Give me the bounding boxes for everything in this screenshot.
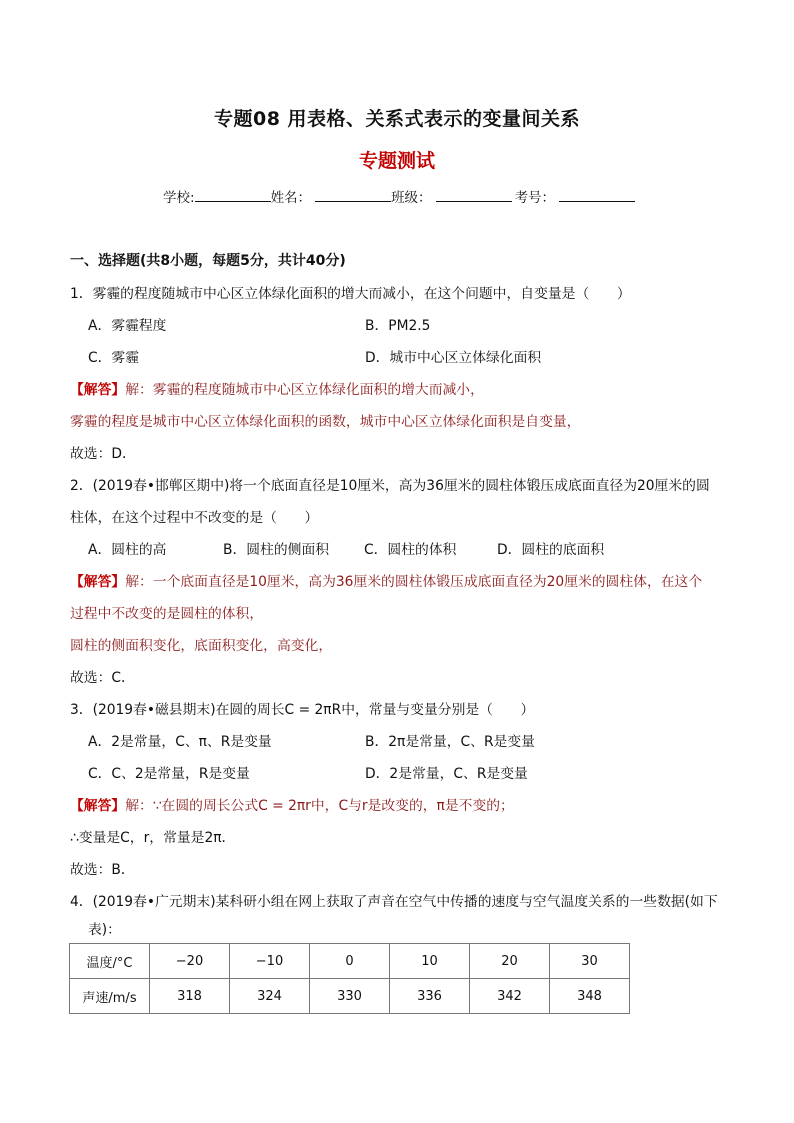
q2-option-c: C．圆柱的体积 <box>364 542 457 558</box>
q2-option-d: D．圆柱的底面积 <box>497 542 605 558</box>
school-label: 学校: <box>163 190 195 206</box>
table-cell: 20 <box>470 944 550 979</box>
q2-answer-line-3: 圆柱的侧面积变化，底面积变化，高变化， <box>70 638 333 654</box>
q2-answer-line-2: 过程中不改变的是圆柱的体积， <box>70 606 264 622</box>
table-row-label: 声速/m/s <box>70 979 150 1014</box>
q3-answer-line-1: 【解答】解：∵在圆的周长公式C = 2πr中，C与r是改变的，π是不变的； <box>70 798 514 814</box>
q3-option-b: B．2π是常量，C、R是变量 <box>365 734 535 750</box>
q1-answer-line-1: 【解答】解：雾霾的程度随城市中心区立体绿化面积的增大而减小， <box>70 382 484 398</box>
temperature-speed-table <box>69 943 630 1014</box>
class-label: 班级： <box>391 190 432 206</box>
q3-option-a: A．2是常量，C、π、R是变量 <box>88 734 272 750</box>
page-title: 专题08 用表格、关系式表示的变量间关系 <box>213 108 581 130</box>
table-cell: 330 <box>310 979 390 1014</box>
table-cell: −20 <box>150 944 230 979</box>
table-cell: 324 <box>230 979 310 1014</box>
q2-option-b: B．圆柱的侧面积 <box>223 542 330 558</box>
table-cell: 0 <box>310 944 390 979</box>
answer-tag: 【解答】 <box>70 798 126 814</box>
q3-answer-choice: 故选：B． <box>70 862 135 878</box>
table-cell: 348 <box>550 979 630 1014</box>
q2-stem-line-1: 2．(2019春•邯郸区期中)将一个底面直径是10厘米，高为36厘米的圆柱体锻压成底面直径为20厘米的圆 <box>70 478 710 494</box>
q3-answer-line-2: ∴变量是C，r，常量是2π． <box>70 830 236 846</box>
q1-option-d: D．城市中心区立体绿化面积 <box>365 350 542 366</box>
q1-answer-line-2: 雾霾的程度是城市中心区立体绿化面积的函数，城市中心区立体绿化面积是自变量， <box>70 414 581 430</box>
q2-option-a: A．圆柱的高 <box>88 542 167 558</box>
school-blank <box>195 187 271 202</box>
table-cell: 342 <box>470 979 550 1014</box>
q2-answer-line-1: 【解答】解：一个底面直径是10厘米，高为36厘米的圆柱体锻压成底面直径为20厘米的圆柱体，在这个 <box>70 574 703 590</box>
q3-option-d: D．2是常量，C、R是变量 <box>365 766 528 782</box>
class-blank <box>436 187 512 202</box>
q4-stem-line-1: 4．(2019春•广元期末)某科研小组在网上获取了声音在空气中传播的速度与空气温度关系的一些数据(如下 <box>70 894 718 910</box>
q1-stem: 1．雾霾的程度随城市中心区立体绿化面积的增大而减小，在这个问题中，自变量是（ ） <box>70 286 631 302</box>
table-cell: 318 <box>150 979 230 1014</box>
q3-stem: 3．(2019春•磁县期末)在圆的周长C = 2πR中，常量与变量分别是（ ） <box>70 702 535 718</box>
table-cell: 30 <box>550 944 630 979</box>
page-subtitle: 专题测试 <box>358 150 435 172</box>
exam-no-label: 考号： <box>514 190 556 206</box>
table-row <box>70 979 630 1014</box>
q3-option-c: C．C、2是常量，R是变量 <box>88 766 250 782</box>
q2-stem-line-2: 柱体，在这个过程中不改变的是（ ） <box>70 510 319 526</box>
student-info-row <box>163 186 635 206</box>
section-heading: 一、选择题(共8小题，每题5分，共计40分) <box>70 253 346 269</box>
name-label: 姓名： <box>270 190 312 206</box>
table-cell: 10 <box>390 944 470 979</box>
q1-option-a: A．雾霾程度 <box>88 318 167 334</box>
table-row-label: 温度/°C <box>70 944 150 979</box>
name-blank <box>315 187 391 202</box>
answer-tag: 【解答】 <box>70 574 126 590</box>
exam-no-blank <box>559 187 635 202</box>
q2-answer-choice: 故选：C． <box>70 670 135 686</box>
answer-tag: 【解答】 <box>70 382 126 398</box>
q1-answer-choice: 故选：D． <box>70 446 136 462</box>
q1-option-b: B．PM2.5 <box>365 318 431 334</box>
q4-stem-line-2: 表)： <box>88 922 121 938</box>
q1-option-c: C．雾霾 <box>88 350 140 366</box>
table-cell: 336 <box>390 979 470 1014</box>
table-cell: −10 <box>230 944 310 979</box>
table-row <box>70 944 630 979</box>
